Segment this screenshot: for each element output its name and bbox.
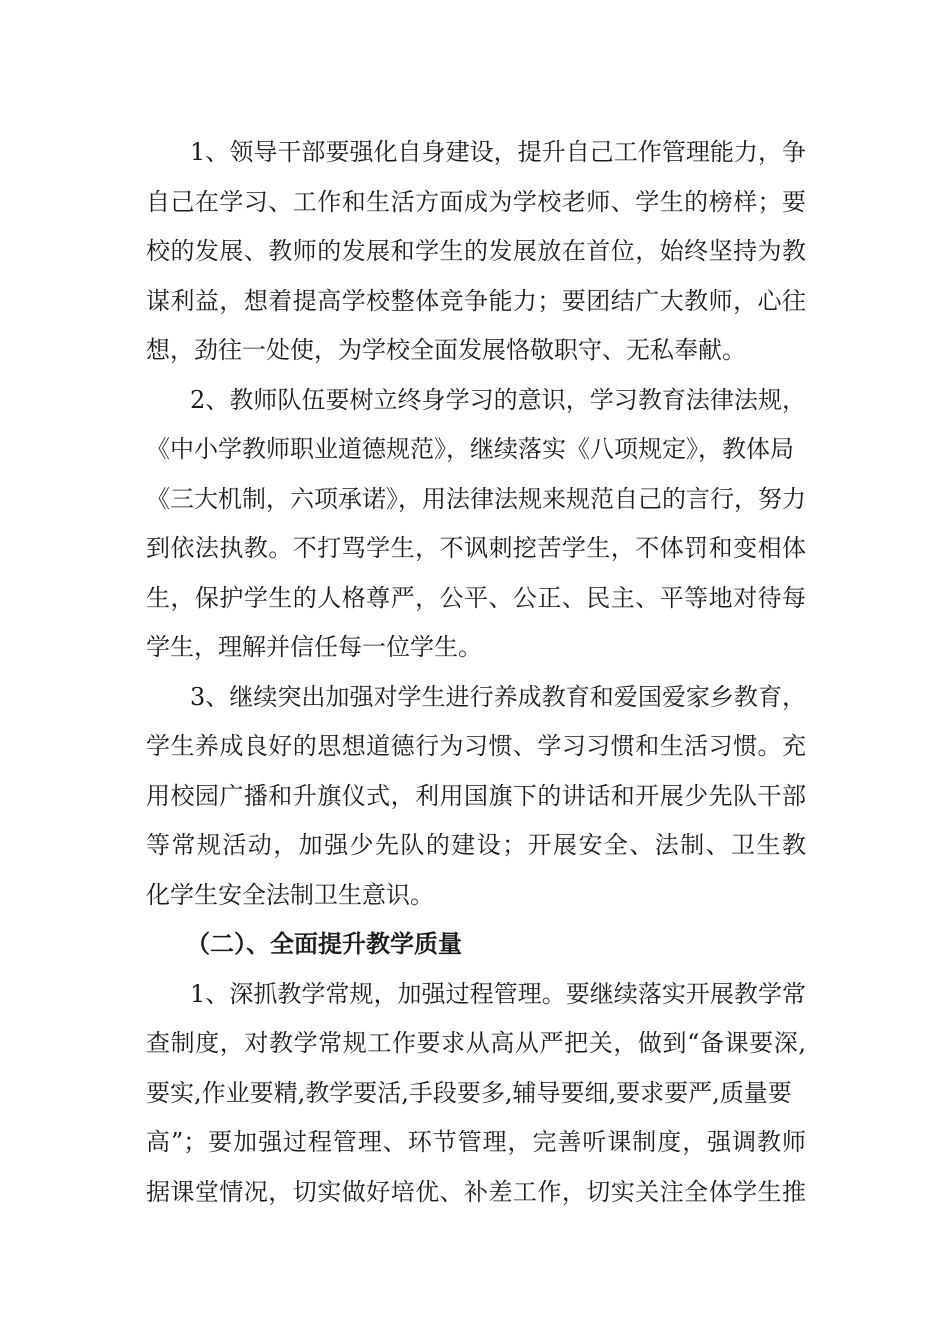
paragraph-4-line-4: 高”；要加强过程管理、环节管理，完善听课制度，强调教师	[146, 1128, 806, 1156]
paragraph-2-line-4: 到依法执教。不打骂学生，不讽刺挖苦学生，不体罚和变相体	[146, 534, 806, 562]
paragraph-1-line-4: 谋利益，想着提高学校整体竞争能力；要团结广大教师，心往	[146, 286, 806, 315]
paragraph-2-line-3: 《三大机制，六项承诺》，用法律法规来规范自己的言行，努力	[146, 484, 806, 513]
paragraph-3-line-5: 化学生安全法制卫生意识。	[146, 880, 434, 909]
document-body	[146, 128, 806, 1217]
paragraph-2-line-6: 学生，理解并信任每一位学生。	[146, 633, 482, 661]
paragraph-4-line-2: 查制度，对教学常规工作要求从高从严把关，做到“备课要深,	[146, 1029, 806, 1057]
paragraph-1-line-1: 1、领导干部要强化自身建设，提升自己工作管理能力，争	[190, 138, 806, 166]
paragraph-4-line-5: 据课堂情况，切实做好培优、补差工作，切实关注全体学生推	[146, 1177, 806, 1206]
paragraph-3-line-2: 学生养成良好的思想道德行为习惯、学习习惯和生活习惯。充	[146, 732, 806, 760]
paragraph-3-line-1: 3、继续突出加强对学生进行养成教育和爱国爱家乡教育，	[190, 682, 806, 711]
paragraph-2-line-1: 2、教师队伍要树立终身学习的意识，学习教育法律法规，	[190, 385, 806, 414]
paragraph-1-line-5: 想，劲往一处使，为学校全面发展恪敬职守、无私奉献。	[146, 336, 746, 364]
paragraph-1-line-2: 自己在学习、工作和生活方面成为学校老师、学生的榜样；要	[146, 187, 806, 216]
section-heading: （二）、全面提升教学质量	[186, 930, 462, 958]
paragraph-3-line-4: 等常规活动，加强少先队的建设；开展安全、法制、卫生教	[146, 831, 806, 859]
paragraph-3-line-3: 用校园广播和升旗仪式，利用国旗下的讲话和开展少先队干部	[146, 781, 806, 810]
paragraph-2-line-5: 生，保护学生的人格尊严，公平、公正、民主、平等地对待每	[146, 583, 806, 612]
paragraph-2-line-2: 《中小学教师职业道德规范》，继续落实《八项规定》，教体局	[146, 435, 794, 463]
paragraph-4-line-1: 1、深抓教学常规，加强过程管理。要继续落实开展教学常	[190, 979, 806, 1008]
paragraph-4-line-3: 要实,作业要精,教学要活,手段要多,辅导要细,要求要严,质量要	[146, 1078, 792, 1107]
paragraph-1-line-3: 校的发展、教师的发展和学生的发展放在首位，始终坚持为教	[146, 237, 806, 265]
